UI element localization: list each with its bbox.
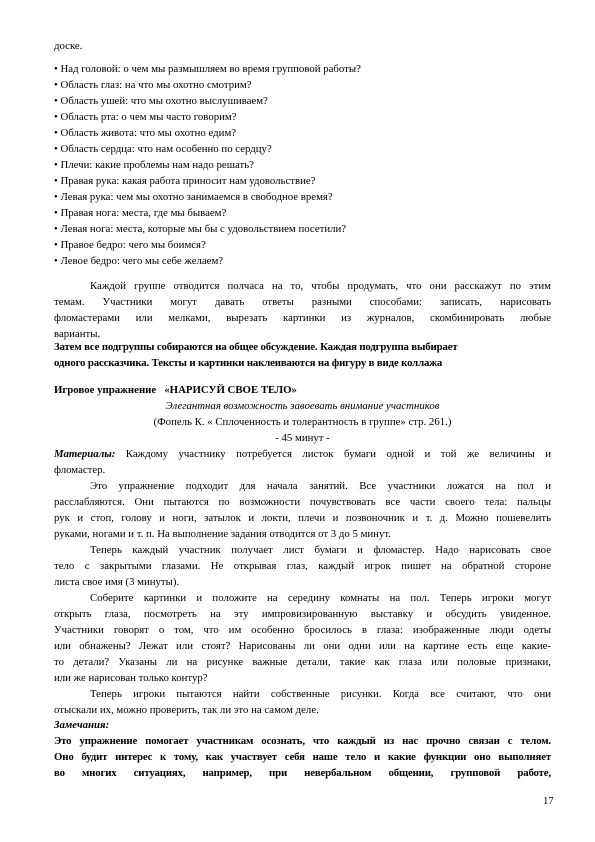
text-line: открыть глаза, посмотреть на эту импровизированную выставку и обсудить увиденное. (54, 608, 551, 620)
list-item: • Область рта: о чем мы часто говорим? (54, 111, 237, 123)
text-line: расслабляются. Они пытаются по возможности почувствовать все части своего тела: пальцы (54, 496, 551, 508)
list-item: • Область сердца: что нам особенно по сердцу? (54, 143, 272, 155)
list-item: • Правая нога: места, где мы бываем? (54, 207, 227, 219)
text-line: Соберите картинки и положите на середину комнаты на пол. Теперь игроки могут (90, 592, 551, 604)
materials-label: Материалы: (54, 448, 116, 460)
text-line: Теперь игроки пытаются найти собственные рисунки. Когда все считают, что они (90, 688, 551, 700)
list-item: • Плечи: какие проблемы нам надо решать? (54, 159, 254, 171)
text-line: руками, ногами и т. п. На выполнение задания отводится от 3 до 5 минут. (54, 528, 391, 540)
text-line: тело с закрытыми глазами. Не открывая глаз, каждый игрок пишет на обратной стороне (54, 560, 551, 572)
materials-text: Каждому участнику потребуется листок бумаги одной и той же величины и (115, 448, 551, 460)
list-item: • Правая рука: какая работа приносит нам удовольствие? (54, 175, 316, 187)
page-number: 17 (543, 795, 554, 807)
text-line: или же нарисован только контур? (54, 672, 208, 684)
text-line: Оно будит интерес к тому, как участвует себя наше тело и какие функции оно выполняет (54, 751, 551, 763)
text-line: рук и стоп, голову и ноги, затылок и локти, плечи и позвоночник и т. д. Можно пошевелить (54, 512, 551, 524)
list-item: • Над головой: о чем мы размышляем во время групповой работы? (54, 63, 361, 75)
text-line: Каждой группе отводится полчаса на то, чтобы продумать, что они расскажут по этим (90, 280, 551, 292)
text-line: или обнажены? Лежат или стоят? Нарисованы ли они одни или на картине есть еще какие- (54, 640, 551, 652)
exercise-heading: Игровое упражнение «НАРИСУЙ СВОЕ ТЕЛО» (54, 384, 297, 396)
materials-continuation: фломастер. (54, 464, 106, 476)
list-item: • Область глаз: на что мы охотно смотрим? (54, 79, 252, 91)
list-item: • Правое бедро: чего мы боимся? (54, 239, 206, 251)
text-line: Это упражнение помогает участникам осознать, что каждый из нас прочно связан с телом. (54, 735, 551, 747)
text-line: Участники говорят о том, что им особенно бросилось в глаза: изображенные люди одеты (54, 624, 551, 636)
text-line: одного рассказчика. Тексты и картинки наклеиваются на фигуру в виде коллажа (54, 357, 443, 369)
top-fragment: доске. (54, 40, 83, 52)
list-item: • Левая нога: места, которые мы бы с удовольствием посетили? (54, 223, 347, 235)
text-line: Затем все подгруппы собираются на общее обсуждение. Каждая подгруппа выбирает (54, 341, 458, 353)
text-line: листа свое имя (3 минуты). (54, 576, 180, 588)
source-citation: (Фопель К. « Сплоченность и толерантность в группе» стр. 261.) (153, 416, 452, 428)
epigraph: Элегантная возможность завоевать внимание участников (165, 400, 440, 412)
list-item: • Левая рука: чем мы охотно занимаемся в свободное время? (54, 191, 333, 203)
duration: - 45 минут - (275, 432, 330, 444)
text-line: варианты. (54, 328, 101, 340)
list-item: • Левое бедро: чего мы себе желаем? (54, 255, 224, 267)
text-line: Теперь каждый участник получает лист бумаги и фломастер. Надо нарисовать свое (90, 544, 551, 556)
text-line: отыскали их, можно проверить, так ли это на самом деле. (54, 704, 319, 716)
materials-line (54, 448, 551, 461)
text-line: то детали? Указаны ли на рисунке важные детали, такие как глаза или половые признаки, (54, 656, 551, 668)
list-item: • Область ушей: что мы охотно выслушиваем? (54, 95, 268, 107)
text-line: во многих ситуациях, например, при невербальном общении, групповой работе, (54, 767, 551, 779)
text-line: темам. Участники могут давать ответы разными способами: записать, нарисовать (54, 296, 551, 308)
text-line: фломастерами или мелками, вырезать картинки из журналов, скомбинировать любые (54, 312, 551, 324)
list-item: • Область живота: что мы охотно едим? (54, 127, 237, 139)
remarks-label: Замечания: (54, 719, 110, 731)
text-line: Это упражнение подходит для начала занятий. Все участники ложатся на пол и (90, 480, 551, 492)
